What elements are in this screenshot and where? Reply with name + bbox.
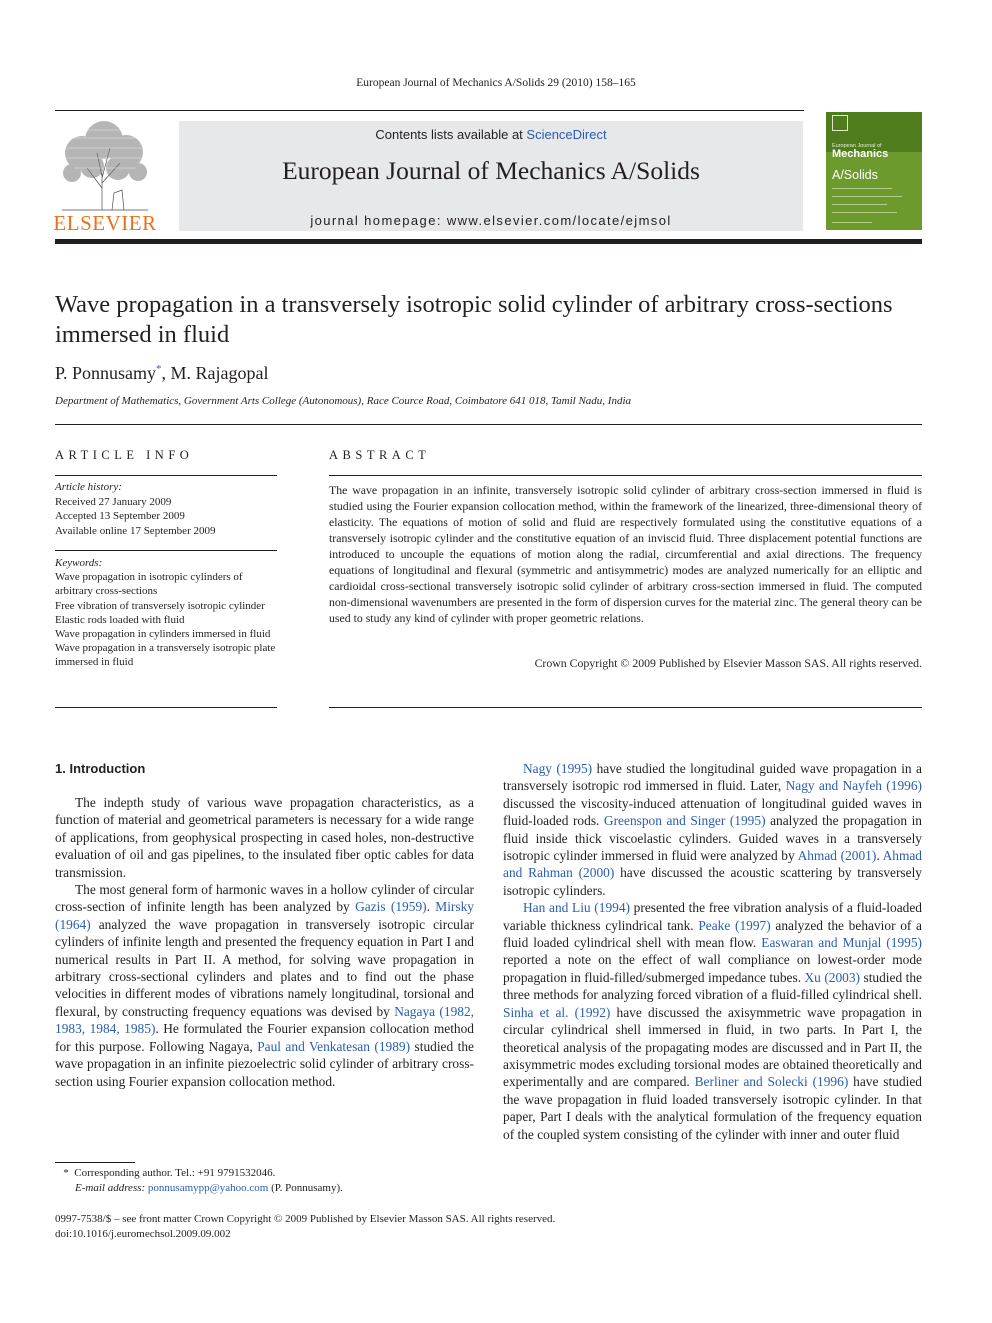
email-label: E-mail address:	[75, 1182, 148, 1194]
journal-cover-thumbnail[interactable]	[826, 112, 922, 230]
citation-link[interactable]: Nagaya (1982, 1983, 1984, 1985)	[55, 1003, 474, 1037]
citation-link[interactable]: Ahmad (2001)	[797, 848, 877, 864]
doi-link[interactable]: doi:10.1016/j.euromechsol.2009.09.002	[55, 1227, 231, 1240]
affiliation: Department of Mathematics, Government Arts College (Autonomous), Race Cource Road, Coimbatore 641 018, Tamil Nadu, India	[55, 395, 632, 407]
journal-homepage-link[interactable]: journal homepage: www.elsevier.com/locate/ejmsol	[310, 213, 672, 228]
front-matter-footer	[55, 1212, 555, 1241]
cover-text-line	[832, 188, 892, 189]
abstract-rule	[329, 475, 922, 476]
text-run: analyzed the behavior of a fluid loaded cylindrical shell with mean flow.	[503, 917, 922, 951]
citation-link[interactable]: Han and Liu (1994)	[523, 900, 630, 916]
online-date: Available online 17 September 2009	[55, 524, 216, 537]
corresponding-author-mark[interactable]: *	[156, 363, 162, 375]
body-column-left	[55, 794, 474, 1090]
citation-link[interactable]: Gazis (1959)	[355, 899, 427, 915]
keyword-item: Elastic rods loaded with fluid	[55, 613, 185, 626]
cover-text-line	[832, 204, 887, 205]
paragraph	[503, 760, 922, 899]
text-run: have studied the longitudinal guided wave propagation in a transversely isotropic rod immersed in fluid. Later,	[503, 761, 922, 794]
abstract-copyright: Crown Copyright © 2009 Published by Elsevier Masson SAS. All rights reserved.	[534, 656, 922, 670]
history-rule	[55, 550, 277, 551]
issn-line: 0997-7538/$ – see front matter Crown Copyright © 2009 Published by Elsevier Masson SAS. All rights reserved.	[55, 1213, 556, 1225]
received-date: Received 27 January 2009	[55, 495, 172, 508]
body-column-right	[503, 760, 922, 1143]
author-name[interactable]: P. Ponnusamy	[55, 363, 157, 383]
cover-text-line	[832, 196, 902, 197]
cover-text-line	[832, 212, 897, 213]
title-bottom-rule	[55, 424, 922, 425]
journal-masthead	[179, 121, 803, 231]
footnote-rule	[55, 1162, 135, 1163]
history-label: Article history:	[55, 481, 122, 493]
citation-link[interactable]: Xu (2003)	[804, 969, 861, 985]
header-top-rule	[55, 110, 804, 111]
keyword-item: Wave propagation in a transversely isotropic plate immersed in fluid	[55, 642, 276, 669]
contents-line	[179, 127, 803, 142]
abstract-bottom-rule	[329, 707, 922, 708]
contents-prefix: Contents lists available at	[375, 127, 527, 142]
text-run: studied the three methods for analyzing forced vibration of a fluid-filled cylindrical shell.	[503, 969, 922, 1003]
elsevier-logo[interactable]	[52, 118, 158, 236]
citation-link[interactable]: Mirsky (1964)	[55, 899, 474, 932]
section-heading-introduction: 1. Introduction	[55, 761, 146, 776]
paragraph: The indepth study of various wave propagation characteristics, as a function of material and geometrical parameters is necessary for a wide range of applications, from geophysical prospecting in cased holes, non-destructive evaluation of oil and gas pipelines, to the insulated fiber optic cables for data transmission.	[55, 795, 474, 880]
citation-link[interactable]: Easwaran and Munjal (1995)	[761, 935, 922, 951]
citation-link[interactable]: Ahmad and Rahman (2000)	[503, 848, 922, 881]
email-note	[55, 1181, 343, 1196]
article-title: Wave propagation in a transversely isotropic solid cylinder of arbitrary cross-sections immersed in fluid	[55, 291, 893, 348]
keywords-rule	[55, 707, 277, 708]
text-run: studied the wave propagation in an infinite piezoelectric solid cylinder of arbitrary cross-section using Fourier expansion collocation method.	[55, 1038, 474, 1089]
accepted-date: Accepted 13 September 2009	[55, 510, 185, 522]
keywords-label: Keywords:	[55, 557, 103, 569]
text-run: discussed the viscosity-induced attenuation of longitudinal guided waves in fluid-loaded rods.	[503, 795, 922, 829]
text-run: The most general form of harmonic waves in a hollow cylinder of circular cross-section of infinite length has been analyzed by	[55, 882, 474, 915]
article-history	[55, 480, 285, 538]
sciencedirect-link[interactable]: ScienceDirect	[526, 127, 607, 142]
paragraph	[503, 899, 922, 1143]
elsevier-tree-icon	[52, 118, 158, 214]
citation-link[interactable]: Berliner and Solecki (1996)	[694, 1074, 849, 1090]
text-run: .	[426, 899, 436, 915]
cover-logo-icon	[832, 115, 848, 131]
keywords	[55, 556, 280, 670]
cover-small-text: European Journal of	[832, 143, 882, 149]
keyword-item: Wave propagation in isotropic cylinders of arbitrary cross-sections	[55, 571, 243, 598]
keyword-item: Free vibration of transversely isotropic cylinder	[55, 599, 265, 612]
text-run: presented the free vibration analysis of a fluid-loaded variable thickness cylindrical tank.	[503, 900, 922, 933]
text-run: have studied the wave propagation in fluid loaded transversely isotropic cylinder. In that paper, Part I deals with the analytical formulation of the frequency equation of the coupled system consisting of the cylinder with inner and outer fluid	[503, 1074, 922, 1142]
author-list	[55, 363, 269, 384]
journal-title: European Journal of Mechanics A/Solids	[282, 156, 700, 185]
elsevier-wordmark: ELSEVIER	[53, 211, 157, 235]
text-run: have discussed the axisymmetric wave propagation in circular cylindrical shell immersed in fluid, in two parts. In Part I, the theoretical analysis of the propagating modes are discussed and in Part II, the axisymmetric modes excluding torsional modes are obtained theoretically and experimentally and are compared.	[503, 1004, 922, 1090]
text-run: analyzed the wave propagation in transversely isotropic circular cylinders of infinite length and presented the frequency equation in Part I and numerical results in Part II. A method, for solving wave propagation in arbitrary cross-sectional cylinders and plates and to find out the phase velocities in different modes of vibrations namely longitudinal, torsional and flexural, by constructing frequency equations was devised by	[55, 916, 474, 1019]
abstract-heading: ABSTRACT	[329, 448, 431, 462]
text-run: . He formulated the Fourier expansion collocation method for this purpose. Following Nagaya,	[55, 1021, 474, 1054]
corresponding-author-text: Corresponding author. Tel.: +91 9791532046.	[74, 1167, 276, 1179]
footnote-mark: *	[63, 1167, 69, 1179]
paragraph	[55, 881, 474, 1090]
citation-link[interactable]: Paul and Venkatesan (1989)	[257, 1038, 411, 1054]
citation-link[interactable]: Nagy and Nayfeh (1996)	[785, 778, 922, 794]
text-run: have discussed the acoustic scattering by transversely isotropic cylinders.	[503, 865, 922, 898]
text-run: analyzed the propagation in fluid inside thick viscoelastic cylinders. Guided waves in a transversely isotropic cylinder immersed in fluid were analyzed by	[503, 813, 922, 864]
text-run: .	[876, 848, 883, 864]
citation-link[interactable]: Sinha et al. (1992)	[503, 1004, 611, 1020]
author-name[interactable]: M. Rajagopal	[170, 363, 269, 383]
cover-title-mechanics: Mechanics	[832, 148, 889, 160]
author-separator: ,	[161, 363, 171, 383]
journal-reference: European Journal of Mechanics A/Solids 29 (2010) 158–165	[356, 77, 636, 89]
cover-title-solids: A/Solids	[832, 168, 878, 182]
citation-link[interactable]: Greenspon and Singer (1995)	[603, 813, 766, 829]
citation-link[interactable]: Nagy (1995)	[523, 761, 593, 776]
cover-text-line	[832, 222, 872, 223]
text-run: reported a note on the effect of wall compliance on lowest-order mode propagation in fluid-filled/submerged impedance tubes.	[503, 952, 922, 985]
corresponding-author-note	[55, 1166, 343, 1181]
keyword-item: Wave propagation in cylinders immersed in fluid	[55, 628, 271, 641]
article-info-heading: ARTICLE INFO	[55, 448, 194, 462]
email-link[interactable]: ponnusamypp@yahoo.com	[147, 1182, 269, 1194]
citation-link[interactable]: Peake (1997)	[698, 917, 771, 933]
header-thick-rule	[55, 239, 922, 244]
article-info-rule	[55, 475, 277, 476]
abstract-text: The wave propagation in an infinite, transversely isotropic solid cylinder of arbitrary cross-section immersed in fluid is studied using the Fourier expansion collocation method, within the framework of the linearized, three-dimensional theory of elasticity. The equations of motion of solid and fluid are respectively formulated using the constitutive equations of a transversely isotropic cylinder and the constitutive equation of an inviscid fluid. Three displacement potential functions are introduced to uncouple the equations of motion along the radial, circumferential and axial directions. The frequency equations of longitudinal and flexural (symmetric and antisymmetric) modes are analyzed numerically for an elliptic and cardioidal cross-sectional transversely isotropic solid cylinder of arbitrary cross-section immersed in fluid. The computed non-dimensional wavenumbers are presented in the form of dispersion curves for the material zinc. The general theory can be used to study any kind of cylinder with proper geometric relations.	[329, 483, 923, 625]
footnote	[55, 1166, 343, 1196]
email-owner: (P. Ponnusamy).	[268, 1182, 343, 1194]
